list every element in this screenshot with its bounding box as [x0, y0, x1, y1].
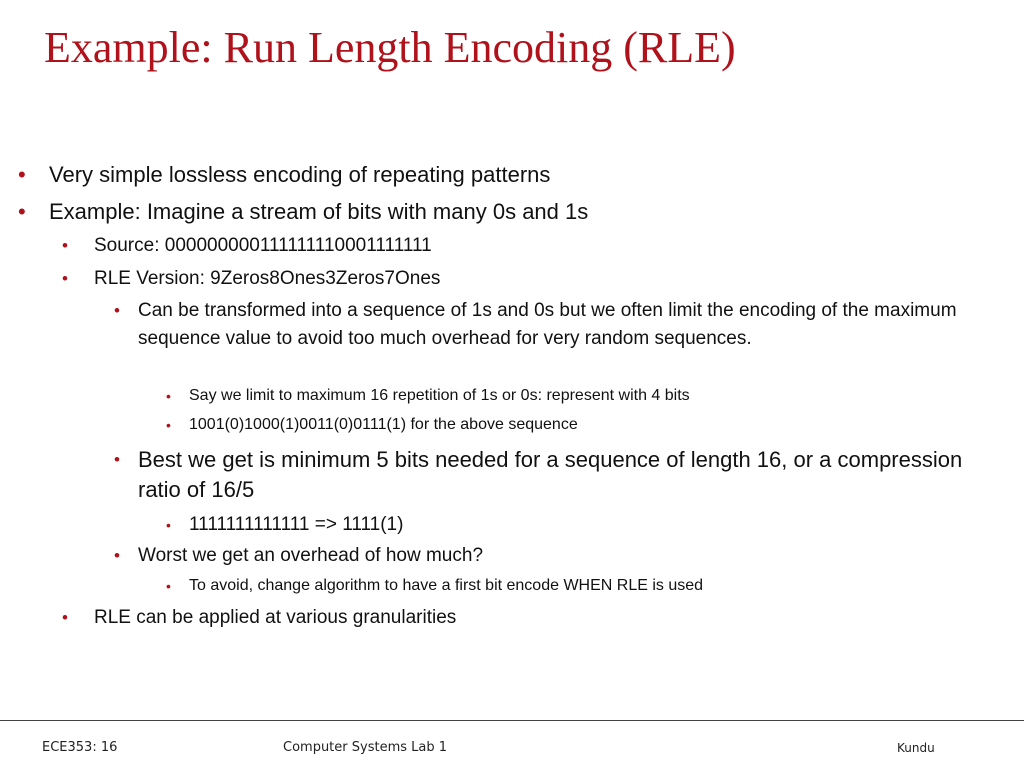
bullet-item [62, 233, 962, 259]
bullet-item [166, 575, 986, 597]
bullet-text: Very simple lossless encoding of repeating patterns [49, 162, 551, 187]
bullet-text: Best we get is minimum 5 bits needed for a sequence of length 16, or a compression ratio of 16/5 [138, 447, 963, 502]
bullet-text: 1001(0)1000(1)0011(0)0111(1) for the above sequence [189, 416, 578, 433]
bullet-icon: • [18, 162, 26, 187]
bullet-icon: • [114, 450, 120, 469]
bullet-text: RLE Version: 9Zeros8Ones3Zeros7Ones [94, 268, 441, 289]
bullet-text: Worst we get an overhead of how much? [138, 545, 484, 566]
bullet-item [166, 385, 986, 407]
bullet-item [114, 297, 984, 353]
footer-course-label: ECE353: 16 [42, 740, 118, 755]
bullet-text: 1111111111111 => 1111(1) [189, 514, 404, 535]
bullet-icon: • [114, 546, 120, 565]
bullet-icon: • [114, 301, 120, 320]
bullet-icon: • [18, 199, 26, 224]
bullet-item [18, 160, 998, 190]
bullet-icon: • [62, 608, 68, 627]
bullet-item [114, 542, 984, 570]
bullet-icon: • [166, 517, 171, 533]
bullet-icon: • [166, 578, 171, 594]
footer-divider [0, 720, 1024, 721]
bullet-text: RLE can be applied at various granularities [94, 607, 457, 628]
bullet-icon: • [166, 417, 171, 433]
bullet-item [62, 266, 962, 292]
bullet-icon: • [62, 269, 68, 288]
bullet-item [166, 512, 986, 538]
bullet-item [62, 605, 962, 631]
footer-course-title: Computer Systems Lab 1 [283, 740, 448, 755]
bullet-text: Can be transformed into a sequence of 1s and 0s but we often limit the encoding of the maximum sequence value to avoid too much overhead for very random sequences. [138, 300, 957, 349]
bullet-icon: • [62, 236, 68, 255]
bullet-text: To avoid, change algorithm to have a first bit encode WHEN RLE is used [189, 577, 704, 594]
footer-author: Kundu [897, 741, 935, 755]
slide-title: Example: Run Length Encoding (RLE) [44, 23, 736, 72]
bullet-text: Say we limit to maximum 16 repetition of 1s or 0s: represent with 4 bits [189, 387, 690, 404]
bullet-text: Source: 000000000111111110001111111 [94, 235, 432, 256]
bullet-item [166, 414, 986, 436]
bullet-item [18, 197, 998, 227]
bullet-icon: • [166, 388, 171, 404]
bullet-text: Example: Imagine a stream of bits with many 0s and 1s [49, 199, 589, 224]
bullet-item [114, 445, 984, 505]
